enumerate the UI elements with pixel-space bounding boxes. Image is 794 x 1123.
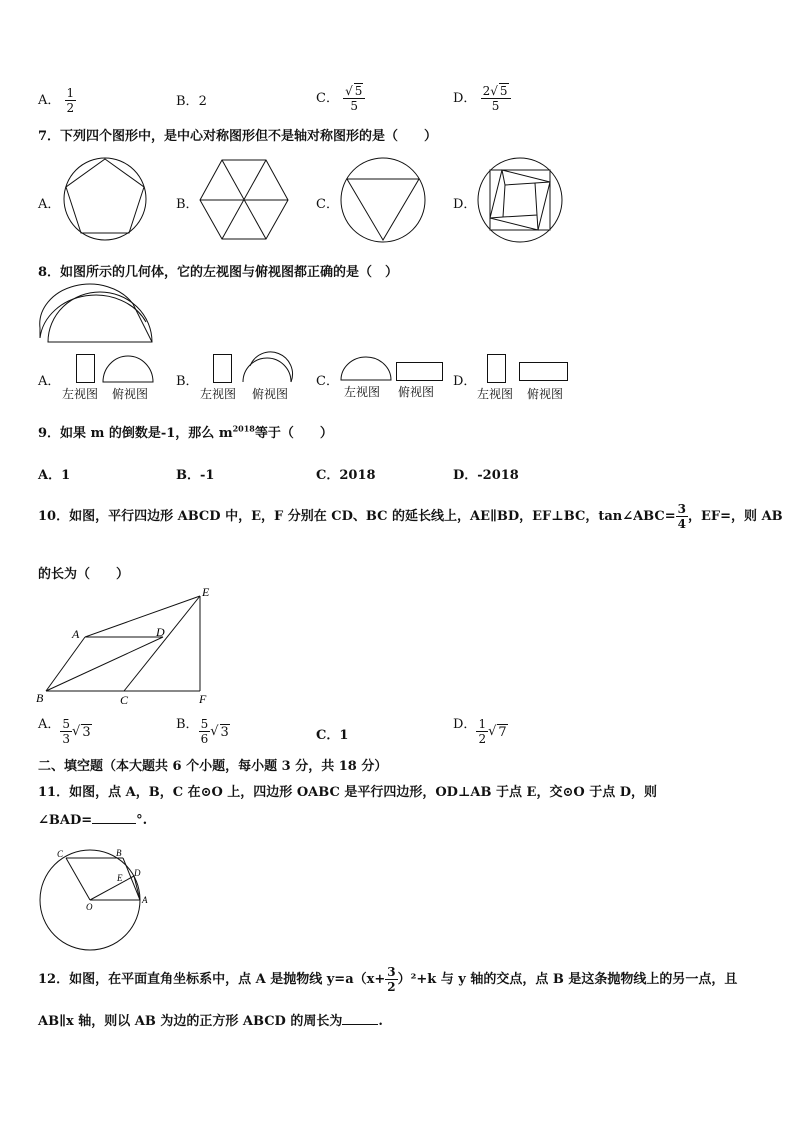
q8-c-left-caption: 左视图	[344, 385, 381, 399]
q8-d-left-caption: 左视图	[477, 387, 514, 401]
point-e-label: E	[202, 585, 210, 599]
fraction: $\frac{3}{2}$	[387, 965, 396, 994]
fraction: $\frac{√ 5}{5}$	[343, 84, 365, 113]
q10-option-c: C．1	[316, 728, 349, 743]
q6-option-b: B．2	[176, 94, 207, 109]
fraction: $\frac{3}{4}$	[677, 502, 687, 531]
q10-option-b: B． $\frac{5}{6}$ √ 3	[176, 717, 229, 746]
q6-option-c: C． $\frac{√ 5}{5}$	[316, 84, 365, 113]
point-e-label: E	[117, 873, 123, 883]
point-d-label: D	[134, 868, 141, 878]
q10-parallelogram-figure	[36, 584, 226, 708]
q9-option-d: D．-2018	[453, 468, 519, 483]
q8-b-left-caption: 左视图	[200, 387, 237, 401]
q8-a-top-caption: 俯视图	[112, 387, 149, 401]
q8-label-c: C．	[316, 374, 339, 389]
q6-option-a: A． $\frac{1}{2}$	[38, 86, 75, 115]
q8-c-left-view-semicircle	[340, 356, 392, 382]
q8-a-left-caption: 左视图	[62, 387, 99, 401]
q10-option-d: D． $\frac{1}{2}$ √ 7	[453, 717, 507, 746]
q7-stem: 7．下列四个图形中，是中心对称图形但不是轴对称图形的是（ ）	[38, 129, 438, 144]
q7-figure-b-hexagon	[200, 160, 290, 240]
q7-figure-a-circle-pentagon	[60, 154, 150, 244]
section-heading: 二、填空题（本大题共 6 个小题，每小题 3 分，共 18 分）	[38, 759, 388, 774]
q8-d-left-view-rect	[487, 354, 507, 384]
answer-blank	[342, 1012, 378, 1025]
q11-circle-figure	[36, 846, 156, 952]
point-c-label: C	[57, 849, 64, 859]
point-f-label: F	[199, 692, 207, 706]
q8-d-top-view-rect	[519, 362, 569, 382]
q12-stem: 12．如图，在平面直角坐标系中，点 A 是抛物线 y=a（x+ $\frac{3}{2}$ ）²+k 与 y 轴的交点，点 B 是这条抛物线上的另一点，且	[38, 965, 738, 994]
q7-figure-d-circle-squares	[475, 155, 565, 245]
q8-solid-figure	[38, 286, 158, 346]
q8-d-top-caption: 俯视图	[527, 387, 564, 401]
q7-label-a: A．	[38, 197, 61, 212]
q8-b-top-view-arc	[242, 354, 292, 384]
q11-stem: 11．如图，点 A，B，C 在⊙O 上，四边形 OABC 是平行四边形，OD⊥AB 于点 E，交⊙O 于点 D，则	[38, 785, 657, 800]
q7-figure-c-circle-triangle	[338, 155, 428, 245]
q12-answer-line: AB∥x 轴，则以 AB 为边的正方形 ABCD 的周长为 .	[38, 1014, 383, 1029]
q8-c-top-view-rect	[396, 362, 444, 382]
point-o-label: O	[86, 902, 93, 912]
fraction: $\frac{2√ 5}{5}$	[481, 84, 511, 113]
q10-stem: 10．如图，平行四边形 ABCD 中，E，F 分别在 CD、BC 的延长线上，AE∥BD，EF⊥BC，tan∠ABC= $\frac{3}{4}$ ，EF=，则 AB	[38, 502, 783, 531]
q6-option-d: D． $\frac{2√ 5}{5}$	[453, 84, 511, 113]
point-d-label: D	[156, 625, 165, 639]
point-c-label: C	[120, 693, 129, 707]
q8-a-left-view-rect	[76, 354, 96, 384]
q11-answer-line: ∠BAD= °.	[38, 813, 148, 828]
q9-option-c: C．2018	[316, 468, 376, 483]
point-a-label: A	[72, 627, 80, 641]
point-a-label: A	[142, 895, 148, 905]
q8-c-top-caption: 俯视图	[398, 385, 435, 399]
q8-b-top-caption: 俯视图	[252, 387, 289, 401]
q10-stem-line2: 的长为（ ）	[38, 567, 130, 582]
q8-b-left-view-rect	[213, 354, 233, 384]
q8-stem: 8．如图所示的几何体，它的左视图与俯视图都正确的是（ ）	[38, 265, 399, 280]
q8-label-a: A．	[38, 374, 61, 389]
q8-label-d: D．	[453, 374, 477, 389]
q9-stem: 9．如果 m 的倒数是-1，那么 $m^{2018}$等于（ ）	[38, 423, 333, 441]
q10-option-a: A． $\frac{5}{3}$ √ 3	[38, 717, 91, 746]
q8-a-top-view-semicircle	[102, 354, 154, 384]
q7-label-b: B．	[176, 197, 199, 212]
fraction: $\frac{1}{2}$	[66, 86, 75, 115]
answer-blank	[92, 811, 136, 824]
q9-option-b: B．-1	[176, 468, 215, 483]
point-b-label: B	[116, 848, 122, 858]
q7-label-c: C．	[316, 197, 339, 212]
q8-label-b: B．	[176, 374, 199, 389]
point-b-label: B	[36, 691, 44, 705]
q7-label-d: D．	[453, 197, 477, 212]
q9-option-a: A．1	[38, 468, 71, 483]
